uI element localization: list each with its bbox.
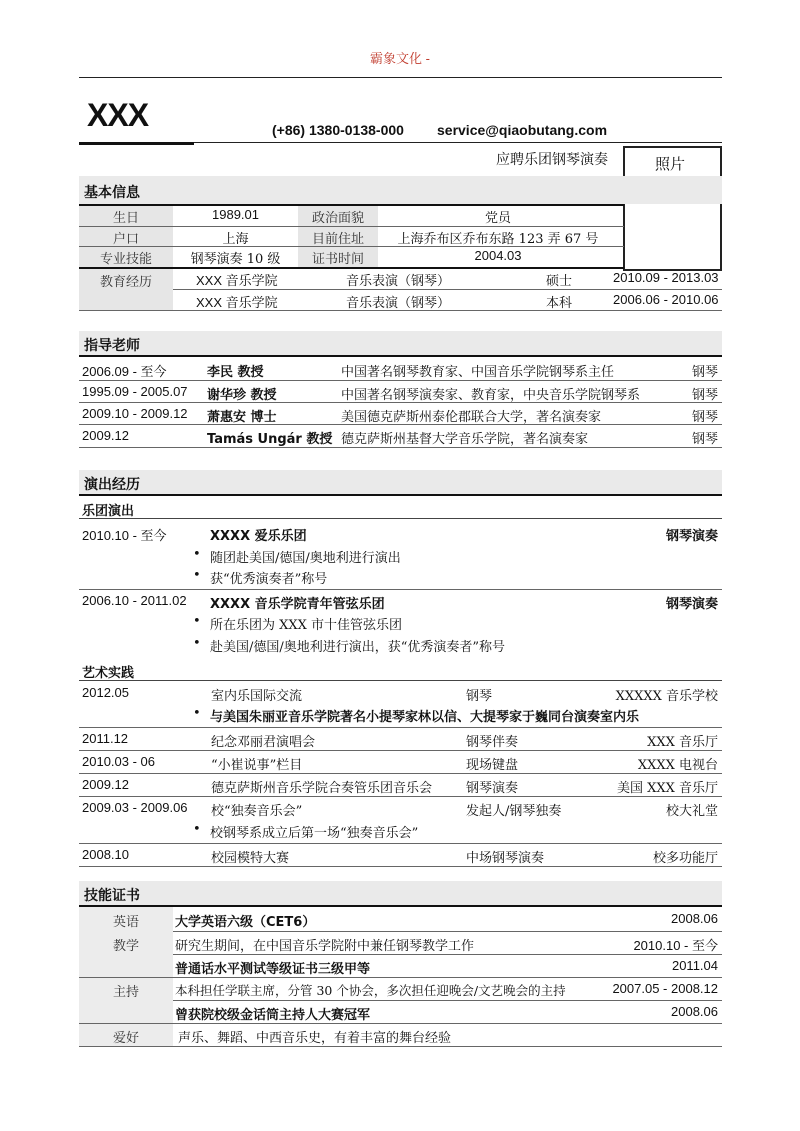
teacher-desc: 中国著名钢琴教育家、中国音乐学院钢琴系主任 bbox=[341, 365, 615, 380]
skill-label: 专业技能 bbox=[99, 252, 152, 267]
skill-text: 大学英语六级（CET6） bbox=[175, 915, 316, 930]
section-performance-header bbox=[79, 470, 722, 494]
art-venue: XXXX 电视台 bbox=[637, 758, 718, 773]
band-bullet: 获“优秀演奏者”称号 bbox=[210, 572, 328, 587]
row-rule bbox=[79, 447, 722, 448]
section-rule bbox=[79, 494, 722, 496]
teacher-instrument: 钢琴 bbox=[691, 410, 718, 425]
cert-time-value: 2004.03 bbox=[474, 248, 522, 263]
address-label: 目前住址 bbox=[311, 232, 364, 247]
art-event: 纪念邓丽君演唱会 bbox=[211, 735, 316, 750]
row-rule bbox=[79, 267, 624, 269]
section-rule bbox=[79, 355, 722, 357]
skill-date: 2008.06 bbox=[671, 1004, 718, 1019]
band-org: XXXX 音乐学院青年管弦乐团 bbox=[210, 597, 385, 612]
art-role: 中场钢琴演奏 bbox=[466, 851, 545, 866]
cert-time-label: 证书时间 bbox=[311, 252, 364, 267]
bullet-icon: • bbox=[193, 822, 201, 837]
teacher-desc: 美国德克萨斯州泰伦郡联合大学，著名演奏家 bbox=[341, 410, 602, 425]
skill-text: 曾获院校级金话筒主持人大赛冠军 bbox=[175, 1008, 371, 1023]
skill-text: 声乐、舞蹈、中西音乐史，有着丰富的舞台经验 bbox=[178, 1031, 452, 1046]
teacher-instrument: 钢琴 bbox=[691, 432, 718, 447]
contact-divider bbox=[194, 142, 722, 143]
edu-period: 2006.06 - 2010.06 bbox=[613, 292, 719, 307]
skill-date: 2010.10 - 至今 bbox=[633, 938, 718, 953]
teacher-name: 李民 教授 bbox=[207, 365, 264, 380]
skill-text: 普通话水平测试等级证书三级甲等 bbox=[175, 962, 371, 977]
teacher-name: 萧惠安 博士 bbox=[207, 410, 277, 425]
row-rule bbox=[79, 977, 722, 978]
art-event: “小崔说事”栏目 bbox=[211, 758, 303, 773]
art-event: 校“独奏音乐会” bbox=[211, 804, 303, 819]
art-role: 钢琴伴奏 bbox=[466, 735, 519, 750]
teacher-period: 1995.09 - 2005.07 bbox=[82, 384, 188, 399]
header-site-label: 霸象文化 - bbox=[370, 51, 430, 66]
art-venue: 美国 XXX 音乐厅 bbox=[616, 781, 718, 796]
art-period: 2012.05 bbox=[82, 685, 129, 700]
art-venue: XXXXX 音乐学校 bbox=[615, 689, 718, 704]
band-subtitle: 乐团演出 bbox=[82, 504, 135, 519]
sub-rule bbox=[79, 680, 722, 681]
teacher-instrument: 钢琴 bbox=[691, 388, 718, 403]
section-teachers-header bbox=[79, 331, 722, 355]
header-divider bbox=[79, 77, 722, 78]
band-bullet: 随团赴美国/德国/奥地利进行演出 bbox=[210, 551, 401, 566]
teacher-desc: 德克萨斯州基督大学音乐学院，著名演奏家 bbox=[341, 432, 589, 447]
band-role: 钢琴演奏 bbox=[665, 529, 718, 544]
teacher-period: 2009.10 - 2009.12 bbox=[82, 406, 188, 421]
photo-label: 照片 bbox=[655, 155, 686, 173]
art-bullet: 与美国朱丽亚音乐学院著名小提琴家林以信、大提琴家于巍同台演奏室内乐 bbox=[210, 710, 640, 725]
edu-school: XXX 音乐学院 bbox=[196, 295, 278, 310]
skill-text: 研究生期间，在中国音乐学院附中兼任钢琴教学工作 bbox=[175, 939, 475, 954]
edu-degree: 本科 bbox=[546, 296, 573, 311]
row-rule bbox=[79, 424, 722, 425]
objective-text: 应聘乐团钢琴演奏 bbox=[496, 152, 608, 168]
bullet-icon: • bbox=[193, 636, 201, 651]
section-skills-header bbox=[79, 881, 722, 905]
band-period: 2010.10 - 至今 bbox=[82, 528, 167, 543]
art-subtitle: 艺术实践 bbox=[82, 666, 135, 681]
art-period: 2009.12 bbox=[82, 777, 129, 792]
art-period: 2008.10 bbox=[82, 847, 129, 862]
section-performance-title: 演出经历 bbox=[84, 477, 140, 493]
row-rule bbox=[173, 289, 722, 290]
section-rule bbox=[79, 905, 722, 907]
political-label: 政治面貌 bbox=[311, 211, 364, 226]
skill-date: 2008.06 bbox=[671, 911, 718, 926]
sub-rule bbox=[79, 518, 722, 519]
teacher-instrument: 钢琴 bbox=[691, 365, 718, 380]
row-rule bbox=[79, 773, 722, 774]
edu-major: 音乐表演（钢琴） bbox=[346, 296, 451, 311]
row-rule bbox=[79, 402, 722, 403]
edu-major: 音乐表演（钢琴） bbox=[346, 274, 451, 289]
art-period: 2009.03 - 2009.06 bbox=[82, 800, 188, 815]
edu-label: 教育经历 bbox=[99, 275, 152, 290]
row-rule bbox=[79, 796, 722, 797]
row-rule bbox=[79, 226, 624, 227]
political-value: 党员 bbox=[484, 211, 511, 226]
art-role: 发起人/钢琴独奏 bbox=[466, 804, 562, 819]
teacher-name: 谢华珍 教授 bbox=[207, 388, 277, 403]
row-rule bbox=[79, 310, 722, 311]
row-rule bbox=[79, 750, 722, 751]
row-rule bbox=[79, 246, 624, 247]
row-rule bbox=[79, 1046, 722, 1047]
art-period: 2011.12 bbox=[82, 731, 129, 746]
teacher-name: Tamás Ungár 教授 bbox=[207, 432, 333, 447]
band-bullet: 赴美国/德国/奥地利进行演出，获“优秀演奏者”称号 bbox=[210, 640, 506, 655]
phone-text[interactable]: (+86) 1380-0138-000 bbox=[272, 122, 404, 138]
art-venue: 校多功能厅 bbox=[652, 851, 718, 866]
skill-label: 爱好 bbox=[112, 1031, 139, 1046]
birth-label: 生日 bbox=[112, 211, 139, 226]
skill-text: 本科担任学联主席，分管 30 个协会，多次担任迎晚会/文艺晚会的主持 bbox=[175, 983, 566, 998]
bullet-icon: • bbox=[193, 547, 201, 562]
birth-value: 1989.01 bbox=[212, 207, 259, 222]
address-value: 上海乔布区乔布东路 123 弄 67 号 bbox=[397, 232, 599, 247]
row-rule bbox=[79, 866, 722, 867]
row-rule bbox=[79, 380, 722, 381]
section-basic-title: 基本信息 bbox=[84, 185, 140, 201]
bullet-icon: • bbox=[193, 568, 201, 583]
row-rule bbox=[79, 589, 722, 590]
row-rule bbox=[173, 954, 722, 955]
art-event: 德克萨斯州音乐学院合奏管乐团音乐会 bbox=[211, 781, 433, 796]
art-venue: XXX 音乐厅 bbox=[647, 735, 718, 750]
art-role: 现场键盘 bbox=[466, 758, 519, 773]
skill-label: 教学 bbox=[112, 939, 139, 954]
photo-box bbox=[623, 146, 722, 271]
name-underline bbox=[79, 142, 194, 145]
edu-school: XXX 音乐学院 bbox=[196, 273, 278, 288]
row-rule bbox=[79, 843, 722, 844]
email-link[interactable]: service@qiaobutang.com bbox=[437, 122, 608, 138]
section-teachers-title: 指导老师 bbox=[84, 338, 140, 354]
art-role: 钢琴演奏 bbox=[466, 781, 519, 796]
art-period: 2010.03 - 06 bbox=[82, 754, 156, 769]
name-title: XXX bbox=[87, 97, 149, 133]
edu-period: 2010.09 - 2013.03 bbox=[613, 270, 719, 285]
edu-degree: 硕士 bbox=[546, 274, 573, 289]
art-venue: 校大礼堂 bbox=[665, 804, 718, 819]
section-skills-title: 技能证书 bbox=[84, 888, 140, 904]
art-event: 室内乐国际交流 bbox=[211, 689, 303, 704]
hukou-label: 户口 bbox=[112, 232, 139, 247]
bullet-icon: • bbox=[193, 706, 201, 721]
hukou-value: 上海 bbox=[222, 232, 249, 247]
skill-label: 主持 bbox=[112, 985, 139, 1000]
skill-date: 2007.05 - 2008.12 bbox=[612, 981, 718, 996]
band-org: XXXX 爱乐乐团 bbox=[210, 529, 307, 544]
teacher-desc: 中国著名钢琴演奏家、教育家，中央音乐学院钢琴系 bbox=[341, 388, 641, 403]
band-bullet: 所在乐团为 XXX 市十佳管弦乐团 bbox=[210, 618, 403, 633]
row-rule bbox=[173, 1000, 722, 1001]
skill-value: 钢琴演奏 10 级 bbox=[190, 252, 281, 267]
row-rule bbox=[79, 1023, 722, 1024]
section-basic-header bbox=[79, 176, 722, 204]
art-bullet: 校钢琴系成立后第一场“独奏音乐会” bbox=[210, 826, 419, 841]
art-role: 钢琴 bbox=[466, 689, 493, 704]
skill-label: 英语 bbox=[112, 915, 139, 930]
art-event: 校园模特大赛 bbox=[211, 851, 290, 866]
band-period: 2006.10 - 2011.02 bbox=[82, 593, 187, 608]
bullet-icon: • bbox=[193, 614, 201, 629]
band-role: 钢琴演奏 bbox=[665, 597, 718, 612]
teacher-period: 2006.09 - 至今 bbox=[82, 364, 167, 379]
row-rule bbox=[173, 931, 722, 932]
skill-date: 2011.04 bbox=[671, 958, 718, 973]
row-rule bbox=[79, 727, 722, 728]
teacher-period: 2009.12 bbox=[82, 428, 129, 443]
